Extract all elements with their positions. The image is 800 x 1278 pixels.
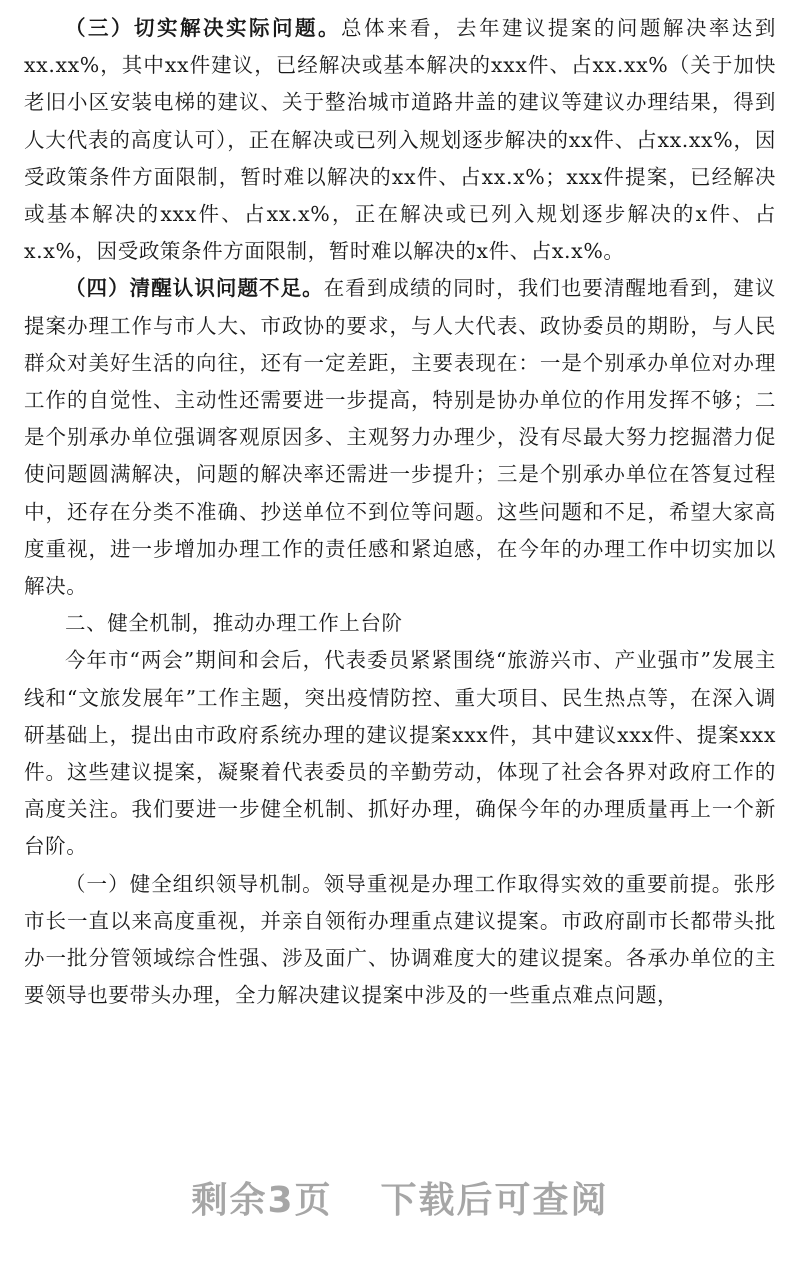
paragraph-2 — [24, 270, 776, 605]
paragraph-1-lead: （三）切实解决实际问题。 — [65, 16, 341, 40]
section-heading: 二、健全机制，推动办理工作上台阶 — [65, 611, 403, 636]
remaining-pages-label: 剩余3页 — [191, 1180, 333, 1221]
document-body — [24, 10, 776, 1014]
paragraph-1-text: 总体来看，去年建议提案的问题解决率达到xx.xx%，其中xx件建议，已经解决或基本解决的xxx件、占xx.xx%（关于加快老旧小区安装电梯的建议、关于整治城市道路井盖的建议等建议办理结果，得到人大代表的高度认可），正在解决或已列入规划逐步解决的xx件、占xx.xx%，因受政策条件方面限制，暂时难以解决的xx件、占xx.x%；xxx件提案，已经解决或基本解决的xxx件、占xx.x%，正在解决或已列入规划逐步解决的x件、占x.x%，因受政策条件方面限制，暂时难以解决的x件、占x.x%。 — [24, 16, 777, 264]
paragraph-3: 今年市“两会”期间和会后，代表委员紧紧围绕“旅游兴市、产业强市”发展主线和“文旅发展年”工作主题，突出疫情防控、重大项目、民生热点等，在深入调研基础上，提出由市政府系统办理的建议提案xxx件，其中建议xxx件、提案xxx件。这些建议提案，凝聚着代表委员的辛勤劳动，体现了社会各界对政府工作的高度关注。我们要进一步健全机制、抓好办理，确保今年的办理质量再上一个新台阶。 — [24, 648, 776, 859]
paragraph-2-lead: （四）清醒认识问题不足。 — [65, 276, 324, 301]
paragraph-2-text: 在看到成绩的同时，我们也要清醒地看到，建议提案办理工作与市人大、市政协的要求，与人大代表、政协委员的期盼，与人民群众对美好生活的向往，还有一定差距，主要表现在：一是个别承办单位对办理工作的自觉性、主动性还需要进一步提高，特别是协办单位的作用发挥不够；二是个别承办单位强调客观原因多、主观努力办理少，没有尽最大努力挖掘潜力促使问题圆满解决，问题的解决率还需进一步提升；三是个别承办单位在答复过程中，还存在分类不准确、抄送单位不到位等问题。这些问题和不足，希望大家高度重视，进一步增加办理工作的责任感和紧迫感，在今年的办理工作中切实加以解决。 — [24, 276, 776, 599]
download-prompt[interactable] — [0, 1172, 800, 1223]
download-to-view-label: 下载后可查阅 — [380, 1180, 609, 1221]
paragraph-1 — [24, 10, 776, 270]
paragraph-4: （一）健全组织领导机制。领导重视是办理工作取得实效的重要前提。张彤市长一直以来高度重视，并亲自领衔办理重点建议提案。市政府副市长都带头批办一批分管领域综合性强、涉及面广、协调难度大的建议提案。各承办单位的主要领导也要带头办理，全力解决建议提案中涉及的一些重点难点问题， — [24, 871, 776, 1008]
